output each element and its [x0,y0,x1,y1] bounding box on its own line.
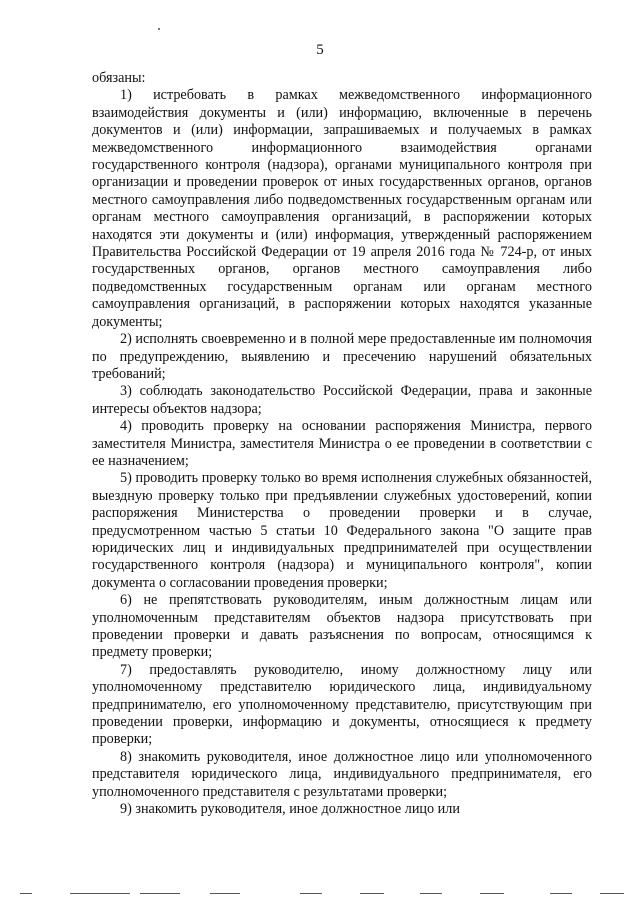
scan-dash [70,893,130,894]
list-item-4: 4) проводить проверку на основании распоряжения Министра, первого заместителя Министра, заместителя Министра о ее проведении в соответствии с ее назначением; [92,418,592,469]
list-item-2: 2) исполнять своевременно и в полной мере предоставленные им полномочия по предупреждению, выявлению и пресечению нарушений обязательных требований; [92,331,592,382]
list-item-3: 3) соблюдать законодательство Российской Федерации, права и законные интересы объектов надзора; [92,383,592,417]
scan-dash [420,893,442,894]
scan-dash [20,893,32,894]
list-item-6: 6) не препятствовать руководителям, иным должностным лицам или уполномоченным представителям объектов надзора присутствовать при проведении проверки и давать разъяснения по вопросам, относящимся к предмету проверки; [92,592,592,661]
list-item-5: 5) проводить проверку только во время исполнения служебных обязанностей, выездную проверку только при предъявлении служебных удостоверений, копии распоряжения Министерства о проведении проверки и в случае, предусмотренном частью 5 статьи 10 Федерального закона "О защите прав юридических лиц и индивидуальных предпринимателей при осуществлении государственного контроля (надзора) и муниципального контроля", копии документа о согласовании проведения проверки; [92,470,592,591]
list-item-7: 7) предоставлять руководителю, иному должностному лицу или уполномоченному представителю юридического лица, индивидуальному предпринимателю, его уполномоченному представителю, присутствующим при проведении проверки, информацию и документы, относящиеся к предмету проверки; [92,661,592,748]
page-number: 5 [316,42,324,58]
scan-dash [360,893,384,894]
list-item-8: 8) знакомить руководителя, иное должностное лицо или уполномоченного представителя юридического лица, индивидуального предпринимателя, его уполномоченного представителя с результатами проверки; [92,748,592,800]
list-item-1: 1) истребовать в рамках межведомственного информационного взаимодействия документы и (или) информацию, включенные в перечень документов и (или) информации, запрашиваемых и получаемых в рамках межведомственного информационного взаимодействия органами государственного контроля (надзора), органами муниципального контроля при организации и проведении проверок от иных государственных органов, органов местного самоуправления либо подведомственных государственным органам или органам местного самоуправления организаций, в распоряжении которых находятся эти документы и (или) информация, утвержденный распоряжением Правительства Российской Федерации от 19 апреля 2016 года № 724-р, от иных государственных органов, органов местного самоуправления либо подведомственных государственным органам или органам местного самоуправления организаций, в распоряжении которых находятся указанные документы; [92,87,592,330]
paragraph-intro: обязаны: [92,70,146,86]
scan-artifact-line [0,893,640,897]
scan-dash [600,893,624,894]
scan-dash [480,893,504,894]
scan-dash [300,893,322,894]
scan-dash [550,893,572,894]
document-body [92,70,592,818]
scan-dash [140,893,180,894]
list-item-9: 9) знакомить руководителя, иное должностное лицо или [120,801,460,818]
scan-speck [158,28,160,30]
scan-dash [210,893,240,894]
